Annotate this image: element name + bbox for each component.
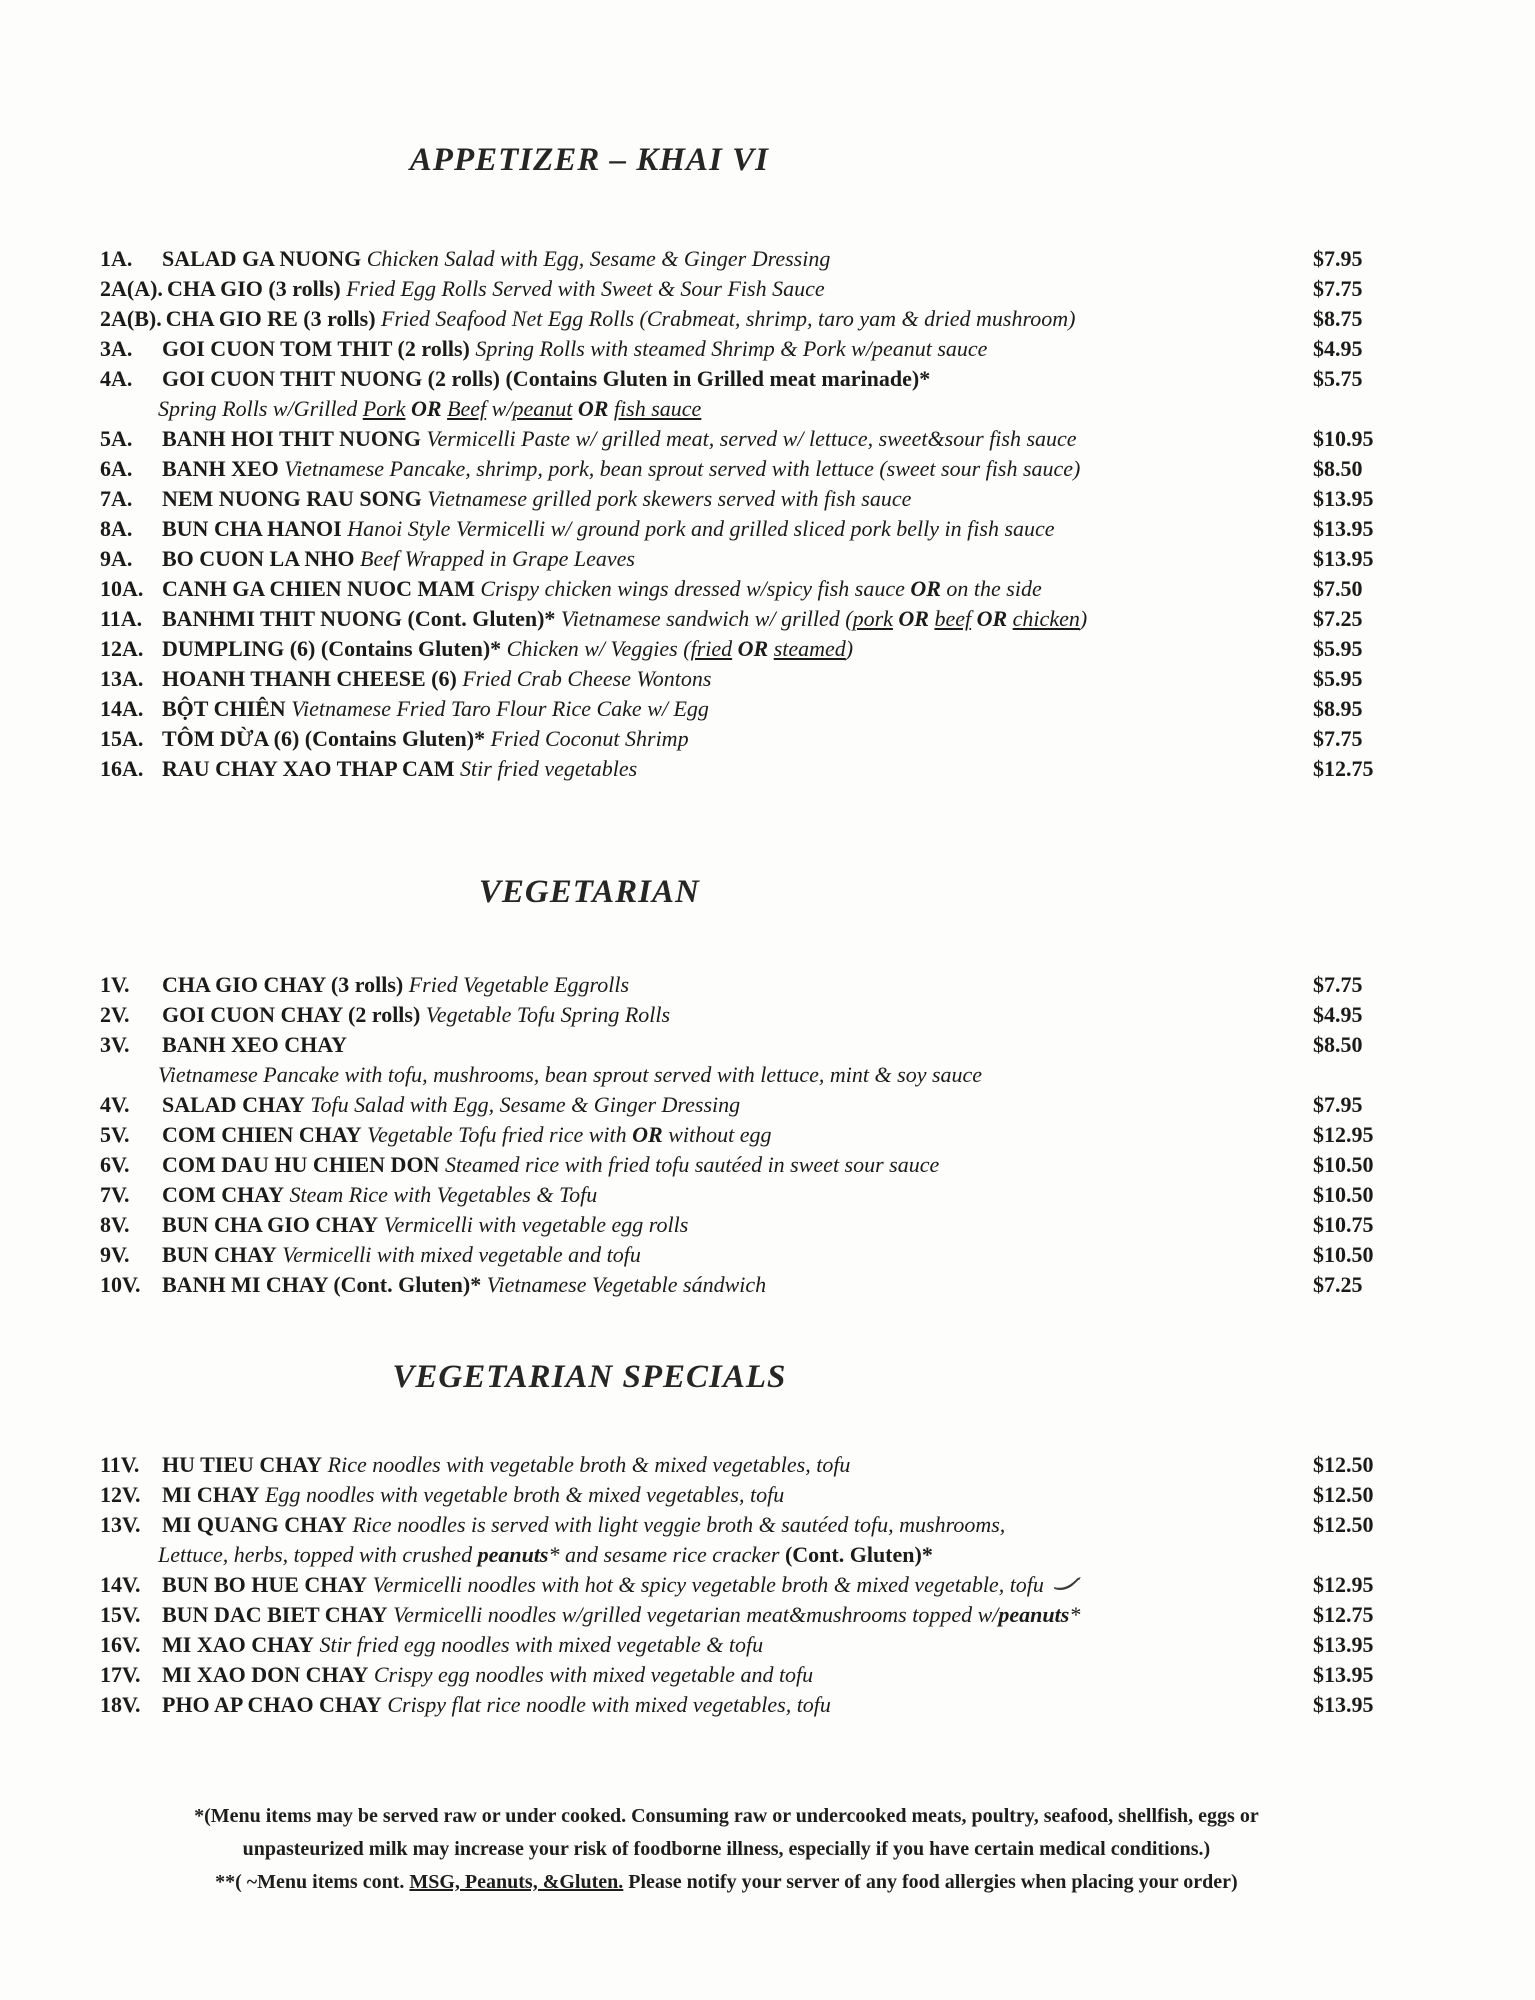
item-number: 7V. bbox=[100, 1182, 130, 1207]
item-name: MI XAO DON CHAY bbox=[162, 1662, 369, 1687]
text-segment: Vermicelli Paste w/ grilled meat, served w/ lettuce, sweet&sour fish sauce bbox=[426, 426, 1077, 451]
item-name: BO CUON LA NHO bbox=[162, 546, 355, 571]
item-price: $13.95 bbox=[1313, 1632, 1374, 1657]
text-segment: Vermicelli with mixed vegetable and tofu bbox=[282, 1242, 641, 1267]
text-segment: Chicken Salad with Egg, Sesame & Ginger Dressing bbox=[366, 246, 831, 271]
menu-item-2aa bbox=[100, 274, 1405, 304]
menu-item-13v bbox=[100, 1510, 1405, 1540]
item-name: BUN CHA GIO CHAY bbox=[162, 1212, 379, 1237]
menu-item-9v bbox=[100, 1240, 1405, 1270]
text-segment: Vegetable Tofu Spring Rolls bbox=[425, 1002, 671, 1027]
item-name: GOI CUON TOM THIT (2 rolls) bbox=[162, 336, 470, 361]
menu-item-3a bbox=[100, 334, 1405, 364]
text-segment: Spring Rolls w/Grilled bbox=[158, 396, 363, 421]
footnote-line bbox=[100, 1833, 1353, 1866]
text-segment: (Cont. Gluten)* bbox=[784, 1542, 933, 1567]
appetizer-items-list bbox=[100, 244, 1405, 784]
item-text bbox=[162, 634, 1313, 664]
item-text bbox=[162, 574, 1313, 604]
section-vegetarian-specials bbox=[100, 1357, 1405, 1720]
text-segment: Pork bbox=[362, 396, 406, 421]
item-price: $8.95 bbox=[1313, 696, 1363, 721]
text-segment: Crispy egg noodles with mixed vegetable and tofu bbox=[373, 1662, 814, 1687]
item-number: 4A. bbox=[100, 366, 133, 391]
item-number: 15A. bbox=[100, 726, 144, 751]
item-name: CHA GIO (3 rolls) bbox=[166, 276, 341, 301]
item-number: 12A. bbox=[100, 636, 144, 661]
item-number: 11V. bbox=[100, 1452, 140, 1477]
item-number: 11A. bbox=[100, 606, 143, 631]
item-number: 15V. bbox=[100, 1602, 141, 1627]
item-text bbox=[162, 694, 1313, 724]
item-price: $13.95 bbox=[1313, 546, 1374, 571]
item-number: 6V. bbox=[100, 1152, 130, 1177]
text-segment: unpasteurized milk may increase your risk of foodborne illness, especially if you have certain medical conditions.) bbox=[242, 1838, 1211, 1860]
item-number: 2A(B). bbox=[100, 306, 162, 331]
item-number: 16V. bbox=[100, 1632, 141, 1657]
section-appetizer bbox=[100, 140, 1405, 784]
menu-item-2v bbox=[100, 1000, 1405, 1030]
menu-item-4a bbox=[100, 364, 1405, 394]
item-price: $12.75 bbox=[1313, 756, 1374, 781]
text-segment: pork bbox=[852, 606, 893, 631]
item-price: $7.75 bbox=[1313, 972, 1363, 997]
menu-item-3v bbox=[100, 1030, 1405, 1060]
section-vegetarian bbox=[100, 872, 1405, 1300]
item-number: 4V. bbox=[100, 1092, 130, 1117]
text-segment: OR bbox=[632, 1122, 663, 1147]
item-price: $10.50 bbox=[1313, 1242, 1374, 1267]
menu-item-17v bbox=[100, 1660, 1405, 1690]
menu-item-6a bbox=[100, 454, 1405, 484]
item-text bbox=[162, 970, 1313, 1000]
menu-item-6v bbox=[100, 1150, 1405, 1180]
item-subline bbox=[100, 1060, 1405, 1090]
text-segment: beef bbox=[934, 606, 972, 631]
menu-item-2ab bbox=[100, 304, 1405, 334]
item-name: BANH XEO CHAY bbox=[162, 1032, 347, 1057]
menu-item-11a bbox=[100, 604, 1405, 634]
item-price: $12.75 bbox=[1313, 1602, 1374, 1627]
text-segment: Vermicelli noodles w/grilled vegetarian meat&mushrooms topped w/ bbox=[393, 1602, 999, 1627]
text-segment: Vietnamese Vegetable sándwich bbox=[486, 1272, 767, 1297]
item-text bbox=[162, 754, 1313, 784]
item-price: $4.95 bbox=[1313, 1002, 1363, 1027]
item-price: $7.25 bbox=[1313, 1272, 1363, 1297]
item-text bbox=[162, 664, 1313, 694]
item-price: $10.95 bbox=[1313, 426, 1374, 451]
item-price: $5.75 bbox=[1313, 366, 1363, 391]
item-text bbox=[162, 1210, 1313, 1240]
item-name: BỘT CHIÊN bbox=[162, 696, 286, 721]
text-segment: OR bbox=[976, 606, 1008, 631]
item-subline bbox=[100, 1540, 1405, 1570]
item-name: NEM NUONG RAU SONG bbox=[162, 486, 422, 511]
menu-item-14v bbox=[100, 1570, 1405, 1600]
text-segment: OR bbox=[737, 636, 769, 661]
item-text bbox=[162, 514, 1313, 544]
item-text bbox=[162, 604, 1313, 634]
text-segment: Fried Seafood Net Egg Rolls (Crabmeat, shrimp, taro yam & dried mushroom) bbox=[381, 306, 1076, 331]
item-price: $13.95 bbox=[1313, 486, 1374, 511]
item-price: $10.50 bbox=[1313, 1182, 1374, 1207]
item-text bbox=[162, 334, 1313, 364]
item-text bbox=[162, 1570, 1313, 1600]
item-price: $8.75 bbox=[1313, 306, 1363, 331]
item-name: HU TIEU CHAY bbox=[162, 1452, 323, 1477]
text-segment: Vietnamese grilled pork skewers served with fish sauce bbox=[427, 486, 912, 511]
item-number: 10V. bbox=[100, 1272, 141, 1297]
menu-item-4v bbox=[100, 1090, 1405, 1120]
text-segment: *(Menu items may be served raw or under cooked. Consuming raw or undercooked meats, poultry, seafood, shellfish, eggs or bbox=[194, 1805, 1259, 1827]
text-segment: on the side bbox=[940, 576, 1042, 601]
item-text bbox=[162, 1240, 1313, 1270]
text-segment: Rice noodles is served with light veggie broth & sautéed tofu, mushrooms, bbox=[352, 1512, 1006, 1537]
text-segment: Beef Wrapped in Grape Leaves bbox=[360, 546, 635, 571]
menu-item-7a bbox=[100, 484, 1405, 514]
text-segment: Fried Crab Cheese Wontons bbox=[462, 666, 712, 691]
item-text bbox=[162, 724, 1313, 754]
item-text bbox=[162, 544, 1313, 574]
text-segment: Vietnamese sandwich w/ grilled ( bbox=[560, 606, 853, 631]
item-price: $4.95 bbox=[1313, 336, 1363, 361]
menu-item-8a bbox=[100, 514, 1405, 544]
item-name: BANHMI THIT NUONG (Cont. Gluten)* bbox=[162, 606, 556, 631]
item-price: $12.50 bbox=[1313, 1452, 1374, 1477]
item-text bbox=[162, 1630, 1313, 1660]
item-name: CANH GA CHIEN NUOC MAM bbox=[162, 576, 475, 601]
item-price: $13.95 bbox=[1313, 1692, 1374, 1717]
item-text bbox=[162, 484, 1313, 514]
text-segment: w/ bbox=[486, 396, 513, 421]
item-subline bbox=[100, 394, 1405, 424]
item-number: 8A. bbox=[100, 516, 133, 541]
menu-item-7v bbox=[100, 1180, 1405, 1210]
item-price: $7.75 bbox=[1313, 726, 1363, 751]
text-segment: fish sauce bbox=[613, 396, 702, 421]
text-segment: ) bbox=[1079, 606, 1088, 631]
item-number: 9A. bbox=[100, 546, 133, 571]
item-price: $10.75 bbox=[1313, 1212, 1374, 1237]
menu-item-16a bbox=[100, 754, 1405, 784]
menu-item-12a bbox=[100, 634, 1405, 664]
item-text bbox=[162, 1660, 1313, 1690]
vegetarian-specials-items-list bbox=[100, 1450, 1405, 1720]
item-name: SALAD CHAY bbox=[162, 1092, 305, 1117]
menu-item-5a bbox=[100, 424, 1405, 454]
text-segment: Egg noodles with vegetable broth & mixed vegetables, tofu bbox=[265, 1482, 785, 1507]
text-segment: Vietnamese Fried Taro Flour Rice Cake w/ Egg bbox=[291, 696, 709, 721]
text-segment: Spring Rolls with steamed Shrimp & Pork w/peanut sauce bbox=[475, 336, 988, 361]
item-number: 13A. bbox=[100, 666, 144, 691]
text-segment: Vietnamese Pancake, shrimp, pork, bean sprout served with lettuce (sweet sour fish sauce) bbox=[284, 456, 1081, 481]
item-text bbox=[162, 1150, 1313, 1180]
item-number: 2A(A). bbox=[100, 276, 163, 301]
item-price: $12.50 bbox=[1313, 1512, 1374, 1537]
item-name: COM CHAY bbox=[162, 1182, 285, 1207]
section-title-vegetarian-specials: VEGETARIAN SPECIALS bbox=[392, 1359, 787, 1395]
item-number: 8V. bbox=[100, 1212, 130, 1237]
item-number: 5A. bbox=[100, 426, 133, 451]
text-segment: Rice noodles with vegetable broth & mixed vegetables, tofu bbox=[327, 1452, 851, 1477]
menu-item-9a bbox=[100, 544, 1405, 574]
item-text bbox=[162, 1690, 1313, 1720]
item-price: $7.50 bbox=[1313, 576, 1363, 601]
item-number: 14V. bbox=[100, 1572, 141, 1597]
item-name: TÔM DỪA (6) (Contains Gluten)* bbox=[162, 726, 486, 751]
item-price: $8.50 bbox=[1313, 456, 1363, 481]
text-segment: Hanoi Style Vermicelli w/ ground pork and grilled sliced pork belly in fish sauce bbox=[347, 516, 1055, 541]
text-segment: Fried Egg Rolls Served with Sweet & Sour Fish Sauce bbox=[346, 276, 825, 301]
text-segment: * and sesame rice cracker bbox=[548, 1542, 785, 1567]
item-subtext bbox=[100, 1060, 1405, 1090]
item-text bbox=[167, 274, 1313, 304]
item-price: $12.95 bbox=[1313, 1122, 1374, 1147]
item-text bbox=[162, 424, 1313, 454]
menu-item-14a bbox=[100, 694, 1405, 724]
item-price: $12.50 bbox=[1313, 1482, 1374, 1507]
menu-item-10a bbox=[100, 574, 1405, 604]
text-segment: * bbox=[1069, 1602, 1081, 1627]
item-number: 2V. bbox=[100, 1002, 130, 1027]
item-text bbox=[162, 1180, 1313, 1210]
item-price: $7.75 bbox=[1313, 276, 1363, 301]
text-segment: Beef bbox=[447, 396, 487, 421]
text-segment: Please notify your server of any food allergies when placing your order) bbox=[623, 1871, 1238, 1893]
menu-item-11v bbox=[100, 1450, 1405, 1480]
item-name: CHA GIO CHAY (3 rolls) bbox=[162, 972, 404, 997]
item-price: $7.25 bbox=[1313, 606, 1363, 631]
item-subtext bbox=[100, 1540, 1405, 1570]
item-number: 18V. bbox=[100, 1692, 141, 1717]
section-title-vegetarian: VEGETARIAN bbox=[478, 874, 700, 910]
text-segment: chicken bbox=[1012, 606, 1080, 631]
item-text bbox=[162, 454, 1313, 484]
item-name: SALAD GA NUONG bbox=[162, 246, 362, 271]
text-segment: Fried Vegetable Eggrolls bbox=[408, 972, 630, 997]
item-text bbox=[162, 244, 1313, 274]
text-segment: Vermicelli with vegetable egg rolls bbox=[383, 1212, 689, 1237]
item-price: $10.50 bbox=[1313, 1152, 1374, 1177]
menu-item-1v bbox=[100, 970, 1405, 1000]
item-number: 3A. bbox=[100, 336, 133, 361]
item-price: $5.95 bbox=[1313, 666, 1363, 691]
item-number: 3V. bbox=[100, 1032, 130, 1057]
text-segment: fried bbox=[690, 636, 733, 661]
item-price: $8.50 bbox=[1313, 1032, 1363, 1057]
item-number: 14A. bbox=[100, 696, 144, 721]
item-subtext bbox=[100, 394, 1405, 424]
item-price: $7.95 bbox=[1313, 1092, 1363, 1117]
item-name: MI CHAY bbox=[162, 1482, 260, 1507]
text-segment: without egg bbox=[662, 1122, 772, 1147]
text-segment: Steamed rice with fried tofu sautéed in sweet sour sauce bbox=[444, 1152, 940, 1177]
item-number: 1A. bbox=[100, 246, 133, 271]
item-text bbox=[162, 1450, 1313, 1480]
item-number: 10A. bbox=[100, 576, 144, 601]
text-segment: Lettuce, herbs, topped with crushed bbox=[158, 1542, 478, 1567]
menu-item-5v bbox=[100, 1120, 1405, 1150]
item-name: BUN CHAY bbox=[162, 1242, 277, 1267]
item-text bbox=[166, 304, 1313, 334]
item-number: 13V. bbox=[100, 1512, 141, 1537]
footnotes bbox=[100, 1800, 1353, 1899]
item-name: BANH HOI THIT NUONG bbox=[162, 426, 421, 451]
item-number: 5V. bbox=[100, 1122, 130, 1147]
text-segment: OR bbox=[898, 606, 929, 631]
text-segment: Chicken w/ Veggies ( bbox=[506, 636, 691, 661]
item-name: CHA GIO RE (3 rolls) bbox=[165, 306, 376, 331]
text-segment: Vietnamese Pancake with tofu, mushrooms, bean sprout served with lettuce, mint & soy sauce bbox=[158, 1062, 983, 1087]
menu-item-8v bbox=[100, 1210, 1405, 1240]
item-name: COM DAU HU CHIEN DON bbox=[162, 1152, 440, 1177]
item-name: GOI CUON CHAY (2 rolls) bbox=[162, 1002, 421, 1027]
text-segment: Vegetable Tofu fried rice with bbox=[367, 1122, 633, 1147]
item-text bbox=[162, 1120, 1313, 1150]
item-price: $13.95 bbox=[1313, 516, 1374, 541]
menu-item-12v bbox=[100, 1480, 1405, 1510]
item-text bbox=[162, 1480, 1313, 1510]
item-name: MI QUANG CHAY bbox=[162, 1512, 347, 1537]
item-text bbox=[162, 1600, 1313, 1630]
text-segment: OR bbox=[411, 396, 442, 421]
text-segment: **( ~Menu items cont. bbox=[215, 1871, 410, 1893]
item-name: DUMPLING (6) (Contains Gluten)* bbox=[162, 636, 502, 661]
text-segment: Stir fried vegetables bbox=[460, 756, 638, 781]
text-segment: peanuts bbox=[998, 1602, 1070, 1627]
menu-item-1a bbox=[100, 244, 1405, 274]
menu-item-15v bbox=[100, 1600, 1405, 1630]
item-number: 16A. bbox=[100, 756, 144, 781]
text-segment: peanuts bbox=[477, 1542, 549, 1567]
item-price: $12.95 bbox=[1313, 1572, 1374, 1597]
item-name: GOI CUON THIT NUONG (2 rolls) (Contains Gluten in Grilled meat marinade)* bbox=[162, 366, 931, 391]
item-text bbox=[162, 364, 1313, 394]
item-text bbox=[162, 1270, 1313, 1300]
item-name: BANH MI CHAY (Cont. Gluten)* bbox=[162, 1272, 482, 1297]
text-segment: ) bbox=[845, 636, 854, 661]
item-number: 7A. bbox=[100, 486, 133, 511]
menu-item-10v bbox=[100, 1270, 1405, 1300]
text-segment: Tofu Salad with Egg, Sesame & Ginger Dressing bbox=[310, 1092, 741, 1117]
item-number: 12V. bbox=[100, 1482, 141, 1507]
text-segment: Fried Coconut Shrimp bbox=[490, 726, 689, 751]
item-name: RAU CHAY XAO THAP CAM bbox=[162, 756, 455, 781]
text-segment: OR bbox=[910, 576, 941, 601]
text-segment: OR bbox=[577, 396, 609, 421]
item-number: 1V. bbox=[100, 972, 130, 997]
menu-item-16v bbox=[100, 1630, 1405, 1660]
item-text bbox=[162, 1000, 1313, 1030]
text-segment: Crispy chicken wings dressed w/spicy fish sauce bbox=[480, 576, 911, 601]
item-price: $5.95 bbox=[1313, 636, 1363, 661]
item-number: 17V. bbox=[100, 1662, 141, 1687]
section-title-appetizer: APPETIZER – KHAI VI bbox=[409, 142, 769, 178]
text-segment: Stir fried egg noodles with mixed vegetable & tofu bbox=[319, 1632, 764, 1657]
item-name: HOANH THANH CHEESE (6) bbox=[162, 666, 457, 691]
item-name: BUN DAC BIET CHAY bbox=[162, 1602, 388, 1627]
item-text bbox=[162, 1030, 1313, 1060]
vegetarian-items-list bbox=[100, 970, 1405, 1300]
item-name: BUN CHA HANOI bbox=[162, 516, 342, 541]
menu-item-13a bbox=[100, 664, 1405, 694]
item-price: $7.95 bbox=[1313, 246, 1363, 271]
item-number: 6A. bbox=[100, 456, 133, 481]
item-text bbox=[162, 1090, 1313, 1120]
item-text bbox=[162, 1510, 1313, 1540]
item-name: BANH XEO bbox=[162, 456, 279, 481]
text-segment: Steam Rice with Vegetables & Tofu bbox=[289, 1182, 598, 1207]
item-name: PHO AP CHAO CHAY bbox=[162, 1692, 382, 1717]
item-name: BUN BO HUE CHAY bbox=[162, 1572, 368, 1597]
footnote-line bbox=[100, 1866, 1353, 1899]
menu-item-18v bbox=[100, 1690, 1405, 1720]
item-name: MI XAO CHAY bbox=[162, 1632, 314, 1657]
footnote-line bbox=[100, 1800, 1353, 1833]
item-number: 9V. bbox=[100, 1242, 130, 1267]
text-segment: MSG, Peanuts, &Gluten. bbox=[409, 1871, 624, 1893]
text-segment: peanut bbox=[512, 396, 573, 421]
item-price: $13.95 bbox=[1313, 1662, 1374, 1687]
text-segment: Crispy flat rice noodle with mixed vegetables, tofu bbox=[387, 1692, 831, 1717]
text-segment: steamed bbox=[773, 636, 846, 661]
chili-pepper-icon bbox=[1052, 1577, 1082, 1592]
item-name: COM CHIEN CHAY bbox=[162, 1122, 362, 1147]
menu-item-15a bbox=[100, 724, 1405, 754]
text-segment: Vermicelli noodles with hot & spicy vegetable broth & mixed vegetable, tofu bbox=[372, 1572, 1044, 1597]
